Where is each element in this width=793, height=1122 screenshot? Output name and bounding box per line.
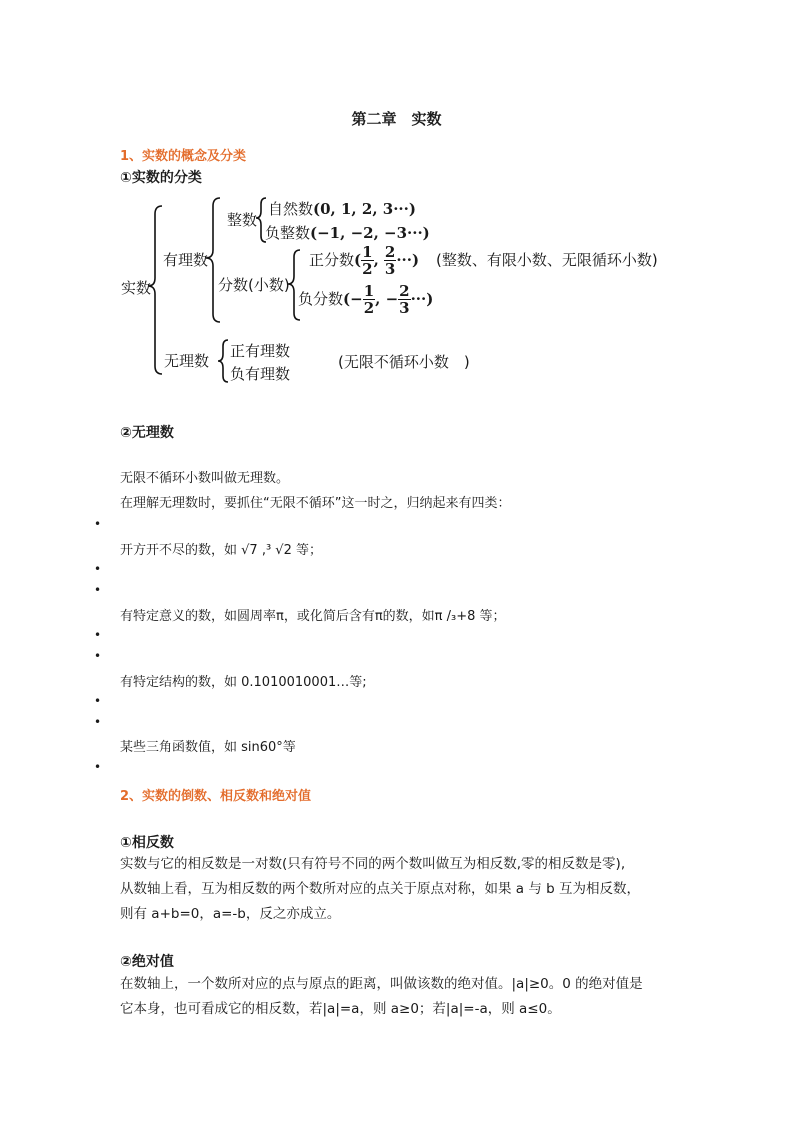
- tree-neg-integer-values: (−1, −2, −3···): [310, 224, 430, 242]
- bullet: •: [94, 694, 102, 708]
- fraction-pos-2: $\frac{2}{3}$: [384, 243, 396, 278]
- paragraph-line: 它本身，也可看成它的相反数，若|a|=a，则 a≥0；若|a|=-a，则 a≤0。: [120, 1001, 561, 1017]
- tree-irrational-note: (无限不循环小数 ): [338, 353, 470, 371]
- irrational-item-1: 开方开不尽的数，如 √7 ,³ √2 等；: [120, 543, 322, 558]
- tree-natural-values: (0, 1, 2, 3···): [313, 200, 416, 218]
- bullet: •: [94, 628, 102, 642]
- tree-natural-row: [268, 198, 416, 219]
- tree-neg-integer: 负整数: [265, 224, 311, 242]
- section2-sub2: ②绝对值: [120, 954, 174, 970]
- paragraph-line: 从数轴上看，互为相反数的两个数所对应的点关于原点对称，如果 a 与 b 互为相反数，: [120, 881, 641, 897]
- fraction-neg-2: $\frac{2}{3}$: [399, 282, 410, 317]
- tree-rational-note: (整数、有限小数、无限循环小数): [436, 251, 658, 269]
- bullet: •: [94, 562, 102, 576]
- irrational-item-3: 有特定结构的数，如 0.1010010001…等;: [120, 675, 367, 690]
- fraction-pos-1: $\frac{1}{2}$: [362, 243, 373, 278]
- brace-irrational: [218, 340, 228, 382]
- tree-irrational: 无理数: [164, 352, 210, 370]
- bullet: •: [94, 715, 102, 729]
- fraction-neg-1: $\frac{1}{2}$: [363, 282, 375, 317]
- tree-neg-irrational: 负有理数: [230, 365, 291, 383]
- paragraph-line: 实数与它的相反数是一对数(只有符号不同的两个数叫做互为相反数,零的相反数是零),: [120, 856, 626, 872]
- tree-neg-fraction-row: 负分数(− $\frac{1}{2}$ , − $\frac{2}{3}$ ···): [298, 282, 434, 317]
- tree-rational: 有理数: [163, 251, 209, 269]
- opposite-number-paragraph: [120, 852, 640, 927]
- irrational-definition: 无限不循环小数叫做无理数。: [120, 471, 290, 486]
- section1-sub1: ①实数的分类: [120, 170, 202, 186]
- bullet: •: [94, 583, 102, 597]
- section1-heading: 1、实数的概念及分类: [120, 149, 247, 164]
- bullet: •: [94, 760, 102, 774]
- tree-fraction: 分数(小数): [218, 276, 290, 294]
- section2-heading: 2、实数的倒数、相反数和绝对值: [120, 789, 312, 804]
- bullet: •: [94, 649, 102, 663]
- tree-neg-fraction: 负分数: [298, 290, 344, 308]
- tree-pos-fraction: 正分数: [309, 251, 355, 269]
- page-title: 第二章 实数: [351, 110, 442, 128]
- irrational-intro: 在理解无理数时，要抓住“无限不循环”这一时之，归纳起来有四类：: [120, 496, 511, 511]
- tree-integer: 整数: [227, 211, 258, 229]
- irrational-item-2: 有特定意义的数，如圆周率π，或化简后含有π的数，如π /₃+8 等；: [120, 609, 506, 624]
- tree-natural: 自然数: [268, 200, 314, 218]
- paragraph-line: 则有 a+b=0，a=-b，反之亦成立。: [120, 906, 341, 922]
- paragraph-line: 在数轴上，一个数所对应的点与原点的距离，叫做该数的绝对值。|a|≥0。0 的绝对值是: [120, 976, 643, 992]
- tree-root: 实数: [121, 279, 152, 297]
- absolute-value-paragraph: [120, 972, 643, 1022]
- irrational-item-4: 某些三角函数值，如 sin60°等: [120, 740, 296, 755]
- brace-rational: [206, 198, 220, 322]
- section2-sub1: ①相反数: [120, 835, 174, 851]
- tree-pos-fraction-row: 正分数( $\frac{1}{2}$ , $\frac{2}{3}$ ···): [309, 243, 420, 278]
- tree-pos-irrational: 正有理数: [230, 342, 291, 360]
- bullet: •: [94, 517, 102, 531]
- section1-sub2: ②无理数: [120, 425, 174, 441]
- tree-neg-integer-row: [265, 222, 430, 243]
